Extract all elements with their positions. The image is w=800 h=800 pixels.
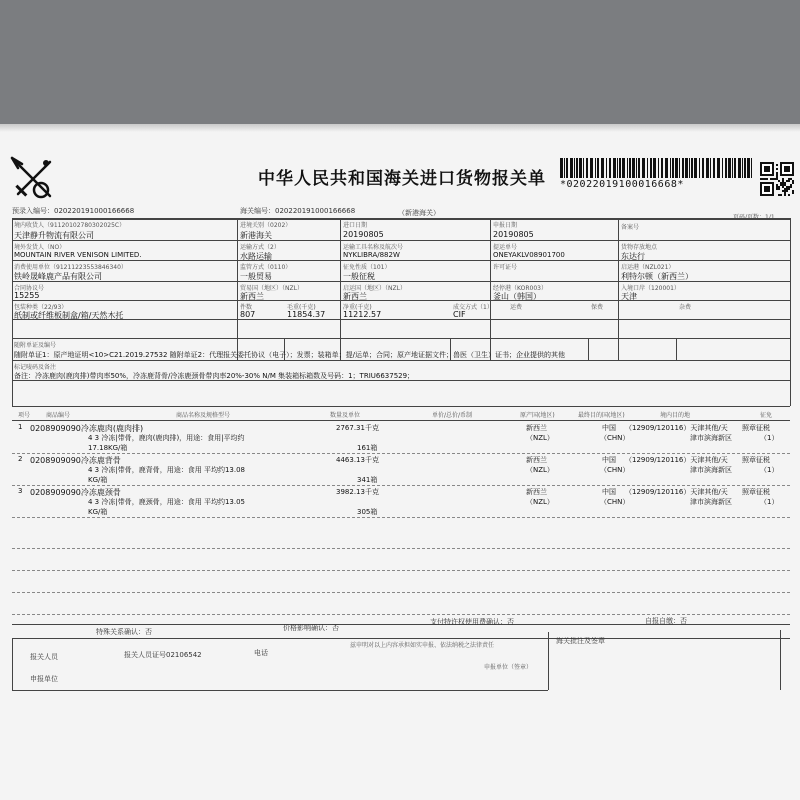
deal-label: 成交方式（1） — [453, 304, 493, 311]
bill-no-label: 提运单号 — [493, 244, 518, 251]
package-value: 纸制或纤维板制盒/箱/天然木托 — [14, 311, 124, 320]
goods-row-origin: 新西兰 — [526, 456, 547, 464]
goods-col-no: 项号 — [18, 412, 31, 419]
license-label: 许可证号 — [493, 264, 518, 271]
declare-date-value: 20190805 — [493, 230, 534, 239]
special-relation: 特殊关系确认：否 — [96, 628, 152, 636]
declarant-label: 报关人员 — [30, 653, 58, 661]
goods-row-origin: 新西兰 — [526, 488, 547, 496]
declarant-cert: 报关人员证号02106542 — [124, 651, 202, 659]
package-label: 包装种类（22/93） — [14, 304, 68, 311]
marks-label: 标记唛码及备注 — [14, 364, 57, 371]
consumer-label: 消费使用单位（91211223553846340） — [14, 264, 127, 271]
goods-row-code-name: 0208909090冷冻鹿肉(鹿肉排) — [30, 424, 144, 433]
goods-row-exempt: （1） — [760, 466, 779, 474]
transport-mode-value: 水路运输 — [240, 252, 272, 261]
customs-emblem-icon — [8, 154, 60, 206]
goods-row-qty: 2767.31千克 — [336, 424, 379, 432]
goods-row-divider — [12, 453, 790, 454]
goods-row-dest: 中国 — [602, 424, 616, 432]
goods-row-domestic: （12909/120116）天津其他/天 — [625, 456, 728, 464]
goods-col-dest: 最终目的国(地区) — [578, 412, 625, 419]
pieces-label: 件数 — [240, 304, 253, 311]
customs-approval: 海关批注及签章 — [556, 637, 605, 645]
goods-row-domestic: 津市滨海新区 — [690, 434, 732, 442]
customs-office: （新港海关） — [398, 209, 440, 217]
attach-label: 随附单证及编号 — [14, 342, 57, 349]
goods-row-spec: 4 3 冷冻|带骨，鹿背骨，用途：食用 平均约13.08 — [88, 466, 245, 474]
goods-col-price: 单价/总价/币制 — [432, 412, 473, 419]
phone-label: 电话 — [254, 649, 268, 657]
goods-row-spec: KG/箱 — [88, 476, 108, 484]
goods-row-qty: 3982.13千克 — [336, 488, 379, 496]
qr-code — [760, 162, 794, 196]
attach-value: 随附单证1：原产地证明<10>C21.2019.27532 随附单证2：代理报关委托协议（电子）；发票；装箱单；提/运单；合同；原产地证据文件；兽医（卫生）证书；企业提供的其他 — [14, 351, 565, 359]
insurance-label: 保费 — [591, 304, 604, 311]
goods-row-exempt: 照章征税 — [742, 424, 770, 432]
goods-row-divider — [12, 485, 790, 486]
supervision-value: 一般贸易 — [240, 272, 272, 281]
tax-label: 征免性质（101） — [343, 264, 391, 271]
goods-row-dest: （CHN） — [600, 498, 630, 506]
customs-number: 海关编号：020220191000166668 — [240, 207, 356, 215]
storage-value: 东达行 — [621, 252, 645, 261]
goods-row-spec: 4 3 冷冻|带骨，鹿颈骨，用途：食用 平均约13.05 — [88, 498, 245, 506]
price-impact: 价格影响确认：否 — [283, 624, 339, 632]
page-info: 页码/页数：1/1 — [733, 214, 775, 221]
trade-country-value: 新西兰 — [240, 292, 264, 301]
goods-col-exempt: 征免 — [760, 412, 773, 419]
net-value: 11212.57 — [343, 310, 382, 319]
declare-date-label: 申报日期 — [493, 222, 518, 229]
net-label: 净重(千克) — [343, 304, 372, 311]
goods-row-origin: （NZL） — [526, 466, 554, 474]
goods-row-origin: 新西兰 — [526, 424, 547, 432]
goods-col-code: 商品编号 — [46, 412, 71, 419]
origin-country-value: 新西兰 — [343, 292, 367, 301]
tax-value: 一般征税 — [343, 272, 375, 281]
trade-country-label: 贸易国（地区）（NZL） — [240, 285, 303, 292]
goods-row-exempt: （1） — [760, 498, 779, 506]
misc-label: 杂费 — [679, 304, 692, 311]
goods-row-code-name: 0208909090冷冻鹿颈骨 — [30, 488, 121, 497]
goods-row-spec: 17.18KG/箱 — [88, 444, 128, 452]
goods-row-no: 1 — [18, 423, 23, 431]
via-port-label: 经停港（KOR003） — [493, 285, 547, 292]
goods-row-exempt: 照章征税 — [742, 488, 770, 496]
import-date-value: 20190805 — [343, 230, 384, 239]
form-title: 中华人民共和国海关进口货物报关单 — [258, 169, 546, 189]
declare-unit-label: 申报单位 — [30, 675, 58, 683]
depart-port-label: 启运港（NZL021） — [621, 264, 675, 271]
deal-value: CIF — [453, 310, 466, 319]
goods-row-origin: （NZL） — [526, 434, 554, 442]
import-date-label: 进口日期 — [343, 222, 368, 229]
goods-row-dest: （CHN） — [600, 434, 630, 442]
goods-col-name: 商品名称及规格型号 — [176, 412, 231, 419]
contract-value: 15255 — [14, 291, 40, 300]
goods-row-domestic: 津市滨海新区 — [690, 498, 732, 506]
goods-row-dest: 中国 — [602, 456, 616, 464]
goods-row-spec: KG/箱 — [88, 508, 108, 516]
vessel-value: NYKLIBRA/882W — [343, 251, 400, 259]
storage-label: 货物存放地点 — [621, 244, 658, 251]
goods-row-domestic: （12909/120116）天津其他/天 — [625, 424, 728, 432]
goods-row-no: 3 — [18, 487, 23, 495]
consignee-value: 天津静升物流有限公司 — [14, 231, 94, 240]
origin-country-label: 启运国（地区）（NZL） — [343, 285, 406, 292]
record-no-label: 备案号 — [621, 224, 640, 231]
legal-statement: 兹申明对以上内容承担如实申报、依法纳税之法律责任 — [350, 642, 495, 649]
contract-label: 合同协议号 — [14, 285, 45, 292]
entry-port-label: 入境口岸（120001） — [621, 285, 680, 292]
via-port-value: 釜山（韩国） — [493, 292, 541, 301]
supervision-label: 监管方式（0110） — [240, 264, 292, 271]
bill-no-value: ONEYAKLV08901700 — [493, 251, 565, 259]
goods-row-origin: （NZL） — [526, 498, 554, 506]
barcode — [560, 158, 756, 178]
consignee-label: 境内收货人（91120102780302025C） — [14, 222, 126, 229]
goods-row-qty: 341箱 — [357, 476, 378, 484]
goods-col-qty: 数量及单位 — [330, 412, 361, 419]
goods-row-no: 2 — [18, 455, 23, 463]
self-report: 自报自缴：否 — [645, 617, 687, 625]
goods-col-domestic: 境内目的地 — [660, 412, 691, 419]
royalty: 支付特许权使用费确认：否 — [430, 618, 514, 626]
entry-customs-value: 新港海关 — [240, 231, 272, 240]
goods-col-origin: 原产国(地区) — [520, 412, 555, 419]
barcode-text: *02022019100016668* — [560, 179, 684, 190]
gross-value: 11854.37 — [287, 310, 326, 319]
goods-row-exempt: 照章征税 — [742, 456, 770, 464]
marks-value: 备注：冷冻鹿肉(鹿肉排)带肉率50%，冷冻鹿背骨/冷冻鹿颈骨带肉率20%-30% N/M 集装箱标箱数及号码：1；TRIU6637529； — [14, 372, 415, 380]
shipper-label: 境外发货人（NO） — [14, 244, 66, 251]
declare-unit-seal: 申报单位（签章） — [484, 664, 533, 671]
goods-row-qty: 161箱 — [357, 444, 378, 452]
depart-port-value: 利特尔顿（新西兰） — [621, 272, 693, 281]
declaration-form — [0, 124, 800, 800]
goods-row-exempt: （1） — [760, 434, 779, 442]
gross-label: 毛重(千克) — [287, 304, 316, 311]
goods-row-dest: 中国 — [602, 488, 616, 496]
goods-row-domestic: 津市滨海新区 — [690, 466, 732, 474]
entry-port-value: 天津 — [621, 292, 637, 301]
goods-row-qty: 305箱 — [357, 508, 378, 516]
goods-row-spec: 4 3 冷冻|带骨，鹿肉(鹿肉排)，用途：食用|平均约 — [88, 434, 245, 442]
shipper-value: MOUNTAIN RIVER VENISON LIMITED. — [14, 251, 142, 259]
goods-row-code-name: 0208909090冷冻鹿背骨 — [30, 456, 121, 465]
freight-label: 运费 — [510, 304, 523, 311]
consumer-value: 铁岭晟峰鹿产品有限公司 — [14, 272, 102, 281]
pieces-value: 807 — [240, 310, 256, 319]
goods-row-qty: 4463.13千克 — [336, 456, 379, 464]
entry-customs-label: 进境关别（0202） — [240, 222, 292, 229]
vessel-label: 运输工具名称及航次号 — [343, 244, 404, 251]
goods-row-divider — [12, 517, 790, 518]
goods-row-domestic: （12909/120116）天津其他/天 — [625, 488, 728, 496]
goods-row-dest: （CHN） — [600, 466, 630, 474]
prerecord-number: 预录入编号：020220191000166668 — [12, 207, 135, 215]
transport-mode-label: 运输方式（2） — [240, 244, 280, 251]
